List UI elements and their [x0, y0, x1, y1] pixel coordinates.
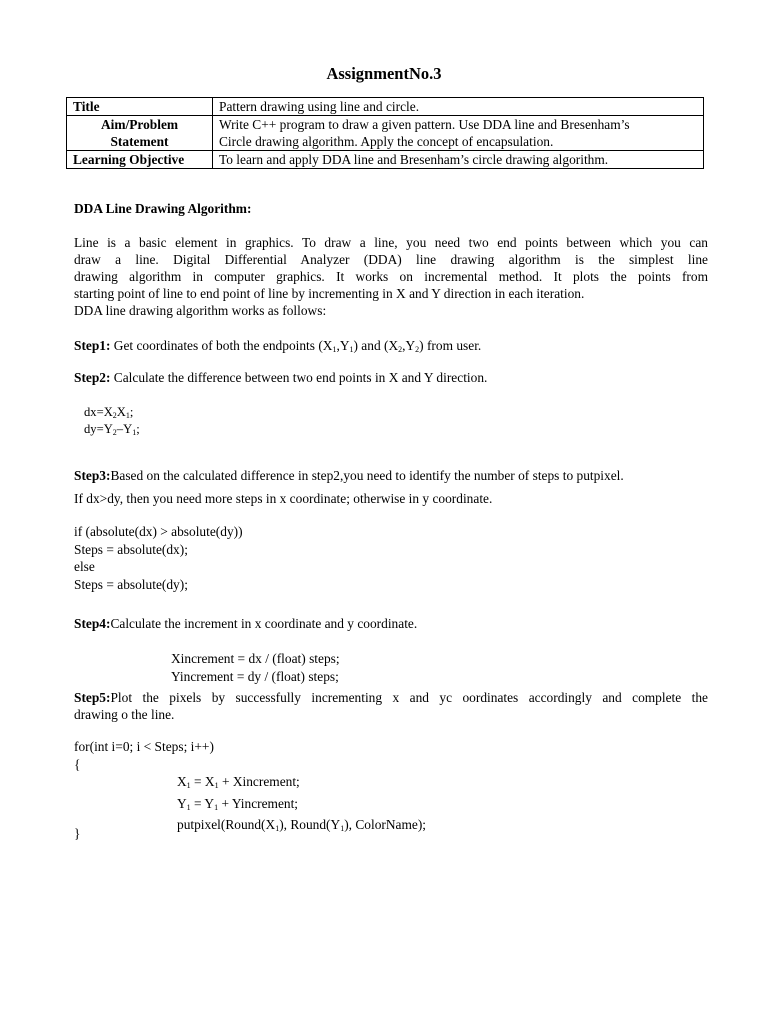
objective-label: Learning Objective: [67, 151, 213, 169]
aim-value-line-1: Write C++ program to draw a given pattern. Use DDA line and Bresenham’s: [219, 117, 630, 132]
for-loop-block: [74, 738, 214, 773]
intro-line: Line is a basic element in graphics. To draw a line, you need two end points between which you can: [74, 235, 708, 250]
aim-label: [67, 116, 213, 151]
step2: [74, 370, 487, 386]
code-text: + Yincrement;: [218, 795, 299, 811]
step1-text: ) from user.: [419, 338, 482, 353]
step5-line: [74, 689, 708, 706]
code-text: ), Round(Y: [279, 817, 341, 832]
code-line: Steps = absolute(dy);: [74, 576, 188, 592]
step2-label: Step2:: [74, 370, 111, 385]
code-line: for(int i=0; i < Steps; i++): [74, 739, 214, 754]
intro-line: draw a line. Digital Differential Analyzer (DDA) line drawing algorithm is the simplest line: [74, 252, 708, 267]
step5-label: Step5:: [74, 690, 111, 705]
intro-line: drawing algorithm in computer graphics. It works on incremental method. It plots the points from: [74, 269, 708, 284]
code-text: = Y: [190, 795, 215, 811]
code-text: + Xincrement;: [218, 774, 300, 789]
step1-text: ,Y: [402, 338, 416, 353]
code-text: = X: [190, 774, 215, 789]
subscript: 1: [132, 428, 137, 437]
step4-text: Calculate the increment in x coordinate and y coordinate.: [110, 616, 418, 631]
table-row: [67, 116, 704, 151]
formula-text: –Y: [116, 422, 133, 436]
formula-text: ;: [129, 405, 134, 419]
formula-text: dy=Y: [84, 422, 113, 436]
code-line: else: [74, 559, 95, 574]
aim-value: [213, 116, 704, 151]
subscript: 1: [275, 824, 280, 833]
step1: [74, 338, 481, 354]
objective-value: To learn and apply DDA line and Bresenham’s circle drawing algorithm.: [213, 151, 704, 169]
steps-code-block: [74, 523, 243, 593]
increment-block: [171, 650, 340, 685]
step3-line2: If dx>dy, then you need more steps in x coordinate; otherwise in y coordinate.: [74, 491, 493, 506]
dy-formula: [84, 421, 140, 441]
code-line: Yincrement = dy / (float) steps;: [171, 668, 339, 684]
code-line: {: [74, 756, 81, 772]
section-heading: DDA Line Drawing Algorithm:: [74, 201, 252, 216]
subscript: 1: [214, 802, 219, 812]
step3: [74, 468, 624, 484]
code-line: [177, 773, 426, 795]
page-title: AssignmentNo.3: [326, 64, 442, 83]
title-label: Title: [67, 98, 213, 116]
intro-line: DDA line drawing algorithm works as follows:: [74, 303, 327, 318]
formula-text: ;: [136, 422, 140, 436]
code-text: ), ColorName);: [344, 817, 426, 832]
aim-value-line-2: Circle drawing algorithm. Apply the concept of encapsulation.: [219, 134, 554, 149]
title-value: Pattern drawing using line and circle.: [213, 98, 704, 116]
step3-label: Step3:: [74, 468, 111, 483]
step1-text: ) and (X: [353, 338, 399, 353]
subscript: 1: [186, 781, 191, 790]
subscript: 1: [349, 345, 354, 354]
subscript: 1: [125, 411, 130, 420]
step4-label: Step4:: [74, 616, 111, 631]
code-line: Xincrement = dx / (float) steps;: [171, 651, 340, 666]
intro-line: starting point of line to end point of line by incrementing in X and Y direction in each iteration.: [74, 286, 585, 301]
table-row: [67, 98, 704, 116]
subscript: 2: [112, 411, 117, 420]
subscript: 1: [332, 345, 337, 354]
formula-text: X: [116, 405, 126, 419]
step5: [74, 689, 708, 723]
step1-text: ,Y: [336, 338, 350, 353]
loop-body: [177, 773, 426, 838]
subscript: 2: [415, 345, 420, 354]
formula-text: dx=X: [84, 405, 113, 419]
subscript: 1: [214, 781, 219, 790]
intro-paragraph: [74, 234, 708, 319]
step2-text: Calculate the difference between two end points in X and Y direction.: [110, 370, 488, 385]
step4: [74, 616, 417, 632]
subscript: 2: [398, 345, 403, 354]
aim-label-line-2: Statement: [110, 134, 169, 149]
aim-label-line-1: Aim/Problem: [100, 117, 179, 132]
code-line: [177, 816, 426, 838]
assignment-info-table: [66, 97, 704, 169]
step3-text: Based on the calculated difference in step2,you need to identify the number of steps to putpixel.: [110, 468, 624, 483]
step1-label: Step1:: [74, 338, 111, 353]
code-text: Y: [177, 795, 187, 811]
step5-text: Plot the pixels by successfully incrementing x and yc oordinates accordingly and complete the: [110, 690, 708, 705]
step5-line: drawing o the line.: [74, 707, 175, 722]
closing-brace: }: [74, 826, 81, 841]
table-row: [67, 151, 704, 169]
subscript: 2: [112, 428, 117, 437]
step1-text: Get coordinates of both the endpoints (X: [110, 338, 333, 353]
code-text: X: [177, 774, 187, 789]
code-line: if (absolute(dx) > absolute(dy)): [74, 524, 243, 539]
subscript: 1: [340, 824, 345, 833]
code-line: [177, 795, 426, 817]
subscript: 1: [186, 802, 191, 812]
code-line: Steps = absolute(dx);: [74, 541, 188, 557]
code-text: putpixel(Round(X: [177, 817, 276, 832]
